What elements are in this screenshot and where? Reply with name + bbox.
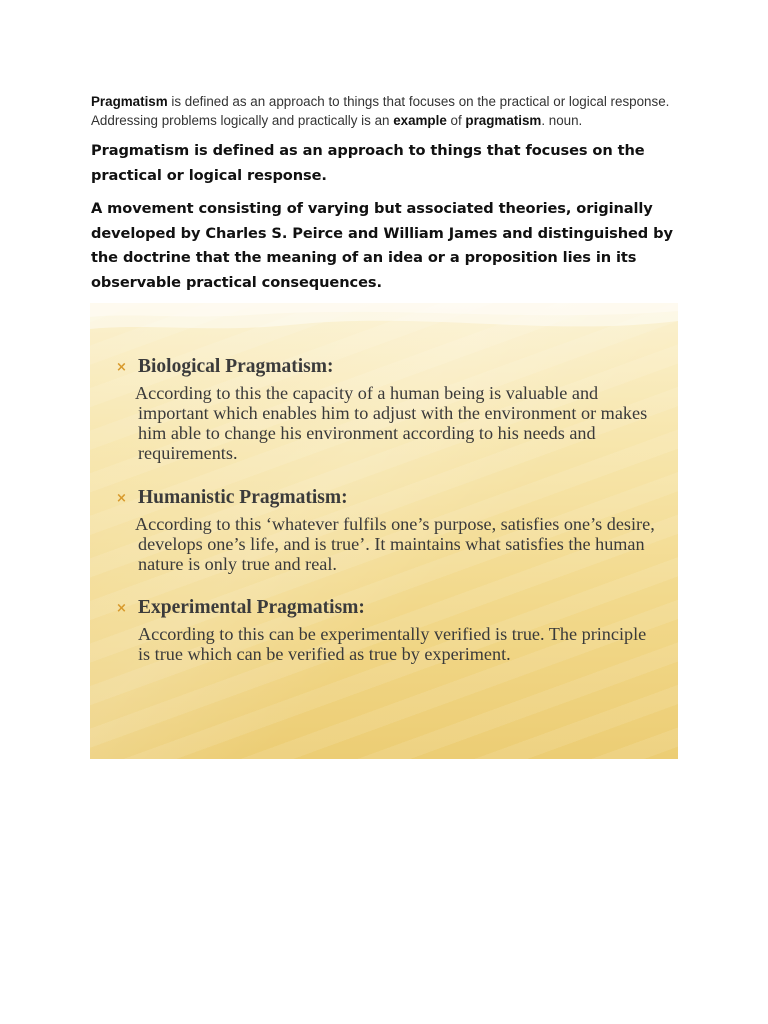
section-body: According to this the capacity of a human being is valuable and important which enables him to adjust with the environment or makes him able to change his environment according to his needs and requirements.	[135, 383, 648, 463]
section-body: According to this can be experimentally verified is true. The principle is true which can be verified as true by experiment.	[138, 624, 647, 664]
section-body: According to this ‘whatever fulfils one’s purpose, satisfies one’s desire, develops one’s life, and is true’. It maintains what satisfies the human nature is only true and real.	[135, 514, 655, 574]
example-bold: example	[393, 113, 447, 128]
slide-image	[90, 303, 678, 759]
section-title: Experimental Pragmatism:	[138, 597, 365, 618]
bullet-cross-icon: ×	[116, 600, 127, 616]
definition-suffix: . noun.	[541, 113, 583, 128]
section-humanistic	[116, 486, 656, 574]
term-bold: Pragmatism	[91, 94, 168, 109]
definition-snippet	[91, 92, 691, 130]
section-title: Humanistic Pragmatism:	[138, 487, 348, 508]
definition-text: is defined as an approach to things that focuses on the practical or logical response. Addressing problems logically and practically is an	[91, 94, 670, 128]
term-bold-2: pragmatism	[465, 113, 542, 128]
paragraph-definition: Pragmatism is defined as an approach to things that focuses on the practical or logical response.	[91, 142, 645, 184]
definition-connector: of	[446, 113, 466, 128]
section-experimental	[116, 596, 656, 664]
slide-decoration	[90, 303, 678, 343]
bullet-cross-icon: ×	[116, 359, 127, 375]
paragraph-movement: A movement consisting of varying but associated theories, originally developed by Charles S. Peirce and William James and distinguished by the doctrine that the meaning of an idea or a proposition lies in its observable practical consequences.	[91, 200, 673, 291]
section-biological	[116, 355, 656, 463]
bullet-cross-icon: ×	[116, 490, 127, 506]
section-title: Biological Pragmatism:	[138, 356, 334, 377]
